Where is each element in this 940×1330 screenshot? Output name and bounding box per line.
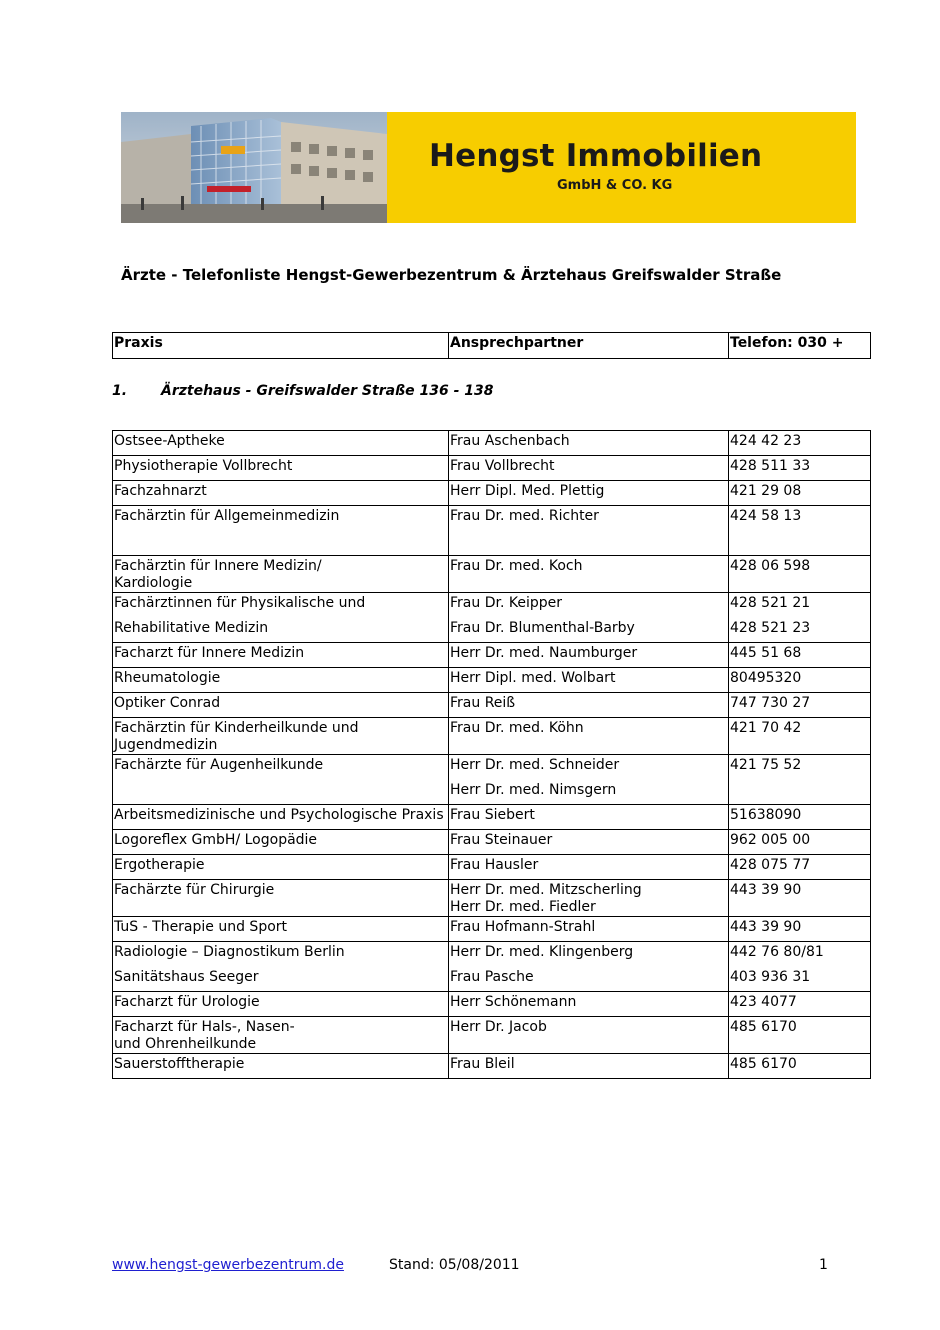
cell-line: Physiotherapie Vollbrecht xyxy=(114,458,293,474)
cell-praxis xyxy=(113,431,449,456)
cell-praxis xyxy=(113,556,449,593)
cell-ansprechpartner xyxy=(449,805,729,830)
cell-telefon xyxy=(729,693,871,718)
cell-ansprechpartner xyxy=(449,880,729,917)
cell-line: 421 70 42 xyxy=(730,720,802,736)
cell-line: Frau Hofmann-Strahl xyxy=(450,919,596,935)
cell-line: Jugendmedizin xyxy=(114,737,218,753)
cell-line: Herr Dipl. Med. Plettig xyxy=(450,483,605,499)
obi-sign xyxy=(221,146,245,154)
cell-praxis xyxy=(113,506,449,556)
cell-praxis xyxy=(113,830,449,855)
cell-line: Sanitätshaus Seeger xyxy=(114,969,259,985)
company-logo xyxy=(387,112,856,223)
table-row xyxy=(113,880,871,917)
table-row xyxy=(113,830,871,855)
cell-line: Herr Schönemann xyxy=(450,994,577,1010)
cell-ansprechpartner xyxy=(449,456,729,481)
cell-line: 424 42 23 xyxy=(730,433,802,449)
cell-line: Herr Dr. med. Nimsgern xyxy=(450,782,617,798)
company-legal-form: GmbH & CO. KG xyxy=(557,178,673,193)
cell-line: Frau Dr. Blumenthal-Barby xyxy=(450,620,635,636)
cell-line: 747 730 27 xyxy=(730,695,811,711)
cell-ansprechpartner xyxy=(449,481,729,506)
cell-telefon xyxy=(729,718,871,755)
cell-telefon xyxy=(729,1054,871,1079)
cell-line: Facharzt für Innere Medizin xyxy=(114,645,305,661)
document-title: Ärzte - Telefonliste Hengst-Gewerbezentrum & Ärztehaus Greifswalder Straße xyxy=(121,266,782,284)
table-row xyxy=(113,1017,871,1054)
banner xyxy=(121,112,856,223)
contact-table-body xyxy=(113,431,871,1079)
cell-line: Fachärztin für Kinderheilkunde und xyxy=(114,720,359,736)
cell-line: 80495320 xyxy=(730,670,802,686)
cell-praxis xyxy=(113,456,449,481)
cell-praxis xyxy=(113,880,449,917)
table-row xyxy=(113,855,871,880)
cell-line: Herr Dipl. med. Wolbart xyxy=(450,670,616,686)
cell-line: TuS - Therapie und Sport xyxy=(114,919,288,935)
cell-line: Fachärztin für Innere Medizin/ xyxy=(114,558,322,574)
cell-line: 442 76 80/81 xyxy=(730,944,824,960)
cell-praxis xyxy=(113,917,449,942)
cell-ansprechpartner xyxy=(449,556,729,593)
cell-praxis xyxy=(113,755,449,805)
cell-ansprechpartner xyxy=(449,942,729,992)
cell-ansprechpartner xyxy=(449,693,729,718)
cell-telefon xyxy=(729,917,871,942)
table-row xyxy=(113,506,871,556)
cell-telefon xyxy=(729,506,871,556)
cell-ansprechpartner xyxy=(449,992,729,1017)
cell-ansprechpartner xyxy=(449,643,729,668)
cell-line: Fachzahnarzt xyxy=(114,483,207,499)
cell-line: Frau Dr. med. Köhn xyxy=(450,720,584,736)
cell-line: 962 005 00 xyxy=(730,832,811,848)
cell-line: Herr Dr. med. Klingenberg xyxy=(450,944,634,960)
table-row xyxy=(113,556,871,593)
cell-telefon xyxy=(729,668,871,693)
table-row xyxy=(113,917,871,942)
cell-telefon xyxy=(729,830,871,855)
cell-telefon xyxy=(729,942,871,992)
cell-praxis xyxy=(113,942,449,992)
cell-ansprechpartner xyxy=(449,855,729,880)
cell-line: Fachärztinnen für Physikalische und xyxy=(114,595,366,611)
cell-telefon xyxy=(729,556,871,593)
cell-line: 485 6170 xyxy=(730,1056,797,1072)
cell-ansprechpartner xyxy=(449,755,729,805)
page-number: 1 xyxy=(819,1257,828,1273)
media-markt-sign xyxy=(207,186,251,192)
cell-praxis xyxy=(113,593,449,643)
cell-telefon xyxy=(729,431,871,456)
cell-ansprechpartner xyxy=(449,830,729,855)
table-row xyxy=(113,456,871,481)
table-row xyxy=(113,992,871,1017)
cell-line: Rehabilitative Medizin xyxy=(114,620,269,636)
cell-line: Ergotherapie xyxy=(114,857,205,873)
cell-line: Herr Dr. med. Mitzscherling xyxy=(450,882,642,898)
cell-ansprechpartner xyxy=(449,593,729,643)
table-row xyxy=(113,942,871,992)
header-row xyxy=(113,333,871,359)
cell-line: 443 39 90 xyxy=(730,882,802,898)
cell-line: 403 936 31 xyxy=(730,969,811,985)
cell-praxis xyxy=(113,992,449,1017)
cell-telefon xyxy=(729,992,871,1017)
cell-line: Frau Aschenbach xyxy=(450,433,570,449)
cell-line: Herr Dr. med. Schneider xyxy=(450,757,620,773)
cell-line: Facharzt für Urologie xyxy=(114,994,260,1010)
table-row xyxy=(113,755,871,805)
cell-line: Frau Pasche xyxy=(450,969,534,985)
cell-line: Fachärztin für Allgemeinmedizin xyxy=(114,508,340,524)
table-row xyxy=(113,668,871,693)
cell-line: 445 51 68 xyxy=(730,645,802,661)
cell-ansprechpartner xyxy=(449,431,729,456)
cell-praxis xyxy=(113,693,449,718)
cell-line: Ostsee-Aptheke xyxy=(114,433,225,449)
cell-ansprechpartner xyxy=(449,718,729,755)
cell-line: Frau Dr. med. Richter xyxy=(450,508,599,524)
cell-line: Rheumatologie xyxy=(114,670,221,686)
cell-line: Fachärzte für Chirurgie xyxy=(114,882,275,898)
cell-line: Herr Dr. med. Fiedler xyxy=(450,899,596,915)
stand-date: Stand: 05/08/2011 xyxy=(389,1257,520,1273)
cell-line: Frau Siebert xyxy=(450,807,535,823)
cell-line: 485 6170 xyxy=(730,1019,797,1035)
cell-line: Facharzt für Hals-, Nasen- xyxy=(114,1019,295,1035)
header-telefon: Telefon: 030 + xyxy=(729,333,871,359)
cell-line: Herr Dr. med. Naumburger xyxy=(450,645,638,661)
header-praxis: Praxis xyxy=(113,333,449,359)
cell-line: Herr Dr. Jacob xyxy=(450,1019,547,1035)
cell-line: 421 29 08 xyxy=(730,483,802,499)
cell-ansprechpartner xyxy=(449,1054,729,1079)
column-header-table xyxy=(112,332,871,359)
contact-table xyxy=(112,430,871,1079)
cell-line: 428 521 21 xyxy=(730,595,811,611)
cell-telefon xyxy=(729,456,871,481)
building-photo xyxy=(121,112,387,223)
cell-telefon xyxy=(729,481,871,506)
cell-line: Frau Steinauer xyxy=(450,832,553,848)
section-title: Ärztehaus - Greifswalder Straße 136 - 138 xyxy=(161,383,494,399)
cell-line: Logoreflex GmbH/ Logopädie xyxy=(114,832,318,848)
cell-line: 424 58 13 xyxy=(730,508,802,524)
table-row xyxy=(113,643,871,668)
cell-praxis xyxy=(113,643,449,668)
cell-line: 428 075 77 xyxy=(730,857,811,873)
table-row xyxy=(113,718,871,755)
cell-praxis xyxy=(113,481,449,506)
cell-line: Radiologie – Diagnostikum Berlin xyxy=(114,944,345,960)
cell-telefon xyxy=(729,880,871,917)
cell-line: Frau Bleil xyxy=(450,1056,515,1072)
table-row xyxy=(113,593,871,643)
cell-line: und Ohrenheilkunde xyxy=(114,1036,257,1052)
cell-line: 428 521 23 xyxy=(730,620,811,636)
table-row xyxy=(113,481,871,506)
cell-praxis xyxy=(113,1054,449,1079)
section-number: 1. xyxy=(112,383,128,399)
cell-ansprechpartner xyxy=(449,1017,729,1054)
header-ansprechpartner: Ansprechpartner xyxy=(449,333,729,359)
table-row xyxy=(113,1054,871,1079)
cell-line: Sauerstofftherapie xyxy=(114,1056,245,1072)
cell-line: 443 39 90 xyxy=(730,919,802,935)
table-row xyxy=(113,805,871,830)
cell-line: 51638090 xyxy=(730,807,802,823)
table-row xyxy=(113,431,871,456)
cell-telefon xyxy=(729,805,871,830)
cell-line: 428 06 598 xyxy=(730,558,811,574)
cell-line: 421 75 52 xyxy=(730,757,802,773)
cell-line: Frau Hausler xyxy=(450,857,539,873)
cell-telefon xyxy=(729,855,871,880)
cell-line: Optiker Conrad xyxy=(114,695,221,711)
company-name: Hengst Immobilien xyxy=(429,138,763,174)
cell-praxis xyxy=(113,668,449,693)
cell-line: Frau Dr. med. Koch xyxy=(450,558,583,574)
cell-telefon xyxy=(729,1017,871,1054)
cell-praxis xyxy=(113,855,449,880)
cell-line: Frau Reiß xyxy=(450,695,516,711)
cell-praxis xyxy=(113,718,449,755)
cell-telefon xyxy=(729,593,871,643)
cell-praxis xyxy=(113,1017,449,1054)
cell-line: Fachärzte für Augenheilkunde xyxy=(114,757,324,773)
website-link[interactable]: www.hengst-gewerbezentrum.de xyxy=(112,1257,344,1273)
cell-ansprechpartner xyxy=(449,668,729,693)
cell-line: Frau Vollbrecht xyxy=(450,458,555,474)
cell-telefon xyxy=(729,755,871,805)
cell-line: 428 511 33 xyxy=(730,458,811,474)
cell-line: Kardiologie xyxy=(114,575,193,591)
table-row xyxy=(113,693,871,718)
cell-ansprechpartner xyxy=(449,506,729,556)
cell-ansprechpartner xyxy=(449,917,729,942)
cell-line: 423 4077 xyxy=(730,994,797,1010)
cell-line: Frau Dr. Keipper xyxy=(450,595,562,611)
cell-telefon xyxy=(729,643,871,668)
cell-praxis xyxy=(113,805,449,830)
cell-line: Arbeitsmedizinische und Psychologische Praxis xyxy=(114,807,444,823)
